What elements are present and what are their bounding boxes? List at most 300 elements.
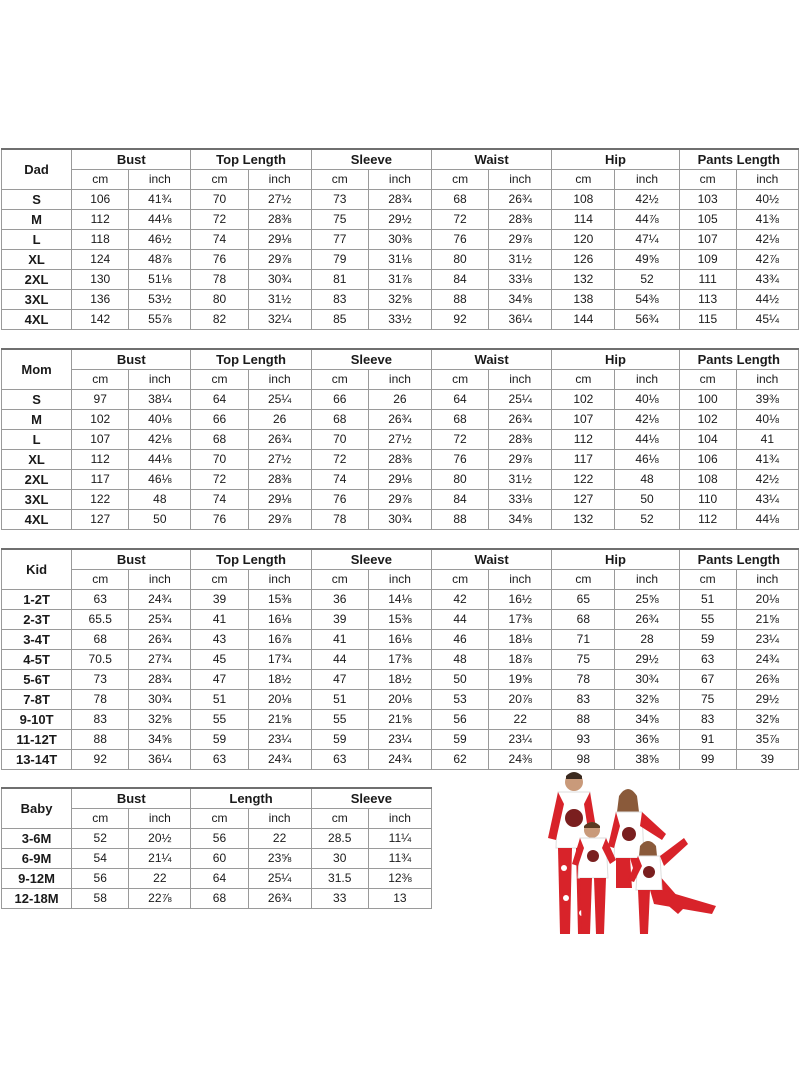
measurement-cell: 126 xyxy=(552,250,615,270)
measurement-cell: 76 xyxy=(432,230,489,250)
measurement-cell: 39 xyxy=(191,590,248,610)
measurement-cell: 75 xyxy=(311,210,368,230)
measurement-cell: 28¾ xyxy=(368,190,431,210)
measurement-cell: 122 xyxy=(552,470,615,490)
measurement-cell: 31⅞ xyxy=(368,270,431,290)
measurement-cell: 23¼ xyxy=(489,730,552,750)
measurement-cell: 76 xyxy=(432,450,489,470)
size-label: 2XL xyxy=(2,470,72,490)
measurement-cell: 55 xyxy=(191,710,248,730)
measurement-cell: 70 xyxy=(311,430,368,450)
size-label: M xyxy=(2,410,72,430)
measurement-cell: 117 xyxy=(552,450,615,470)
measurement-cell: 29⅛ xyxy=(368,470,431,490)
measurement-cell: 66 xyxy=(311,390,368,410)
column-group-header: Sleeve xyxy=(311,149,431,170)
measurement-cell: 111 xyxy=(679,270,736,290)
table-row xyxy=(2,849,432,869)
measurement-cell: 92 xyxy=(432,310,489,330)
measurement-cell: 34⅝ xyxy=(129,730,191,750)
measurement-cell: 44 xyxy=(311,650,368,670)
measurement-cell: 40⅛ xyxy=(615,390,679,410)
table-row xyxy=(2,310,799,330)
kid-size-table xyxy=(1,548,799,770)
measurement-cell: 15⅜ xyxy=(248,590,311,610)
measurement-cell: 36¼ xyxy=(489,310,552,330)
table-row xyxy=(2,450,799,470)
size-label: 3-4T xyxy=(2,630,72,650)
measurement-cell: 93 xyxy=(552,730,615,750)
measurement-cell: 29½ xyxy=(368,210,431,230)
unit-header: inch xyxy=(129,170,191,190)
measurement-cell: 52 xyxy=(615,510,679,530)
size-label: 3XL xyxy=(2,290,72,310)
column-group-header: Hip xyxy=(552,549,679,570)
measurement-cell: 28.5 xyxy=(311,829,368,849)
measurement-cell: 31½ xyxy=(489,470,552,490)
measurement-cell: 44⅛ xyxy=(129,210,191,230)
unit-header: cm xyxy=(679,370,736,390)
mom-size-table xyxy=(1,348,799,530)
measurement-cell: 21⅝ xyxy=(248,710,311,730)
measurement-cell: 18½ xyxy=(368,670,431,690)
measurement-cell: 76 xyxy=(191,250,248,270)
measurement-cell: 98 xyxy=(552,750,615,770)
size-label: 7-8T xyxy=(2,690,72,710)
table-row xyxy=(2,510,799,530)
measurement-cell: 11¾ xyxy=(368,849,431,869)
measurement-cell: 26¾ xyxy=(248,889,311,909)
measurement-cell: 62 xyxy=(432,750,489,770)
measurement-cell: 103 xyxy=(679,190,736,210)
measurement-cell: 34⅝ xyxy=(489,290,552,310)
unit-header: cm xyxy=(72,570,129,590)
measurement-cell: 33⅛ xyxy=(489,270,552,290)
measurement-cell: 20⅞ xyxy=(489,690,552,710)
size-label: 9-12M xyxy=(2,869,72,889)
measurement-cell: 54 xyxy=(72,849,129,869)
unit-header: inch xyxy=(615,170,679,190)
measurement-cell: 75 xyxy=(552,650,615,670)
table-row xyxy=(2,889,432,909)
measurement-cell: 16⅞ xyxy=(248,630,311,650)
measurement-cell: 25¼ xyxy=(248,869,311,889)
measurement-cell: 127 xyxy=(552,490,615,510)
measurement-cell: 30¾ xyxy=(615,670,679,690)
measurement-cell: 51 xyxy=(679,590,736,610)
measurement-cell: 18⅛ xyxy=(489,630,552,650)
size-label: 3-6M xyxy=(2,829,72,849)
unit-header: cm xyxy=(552,370,615,390)
measurement-cell: 20⅛ xyxy=(368,690,431,710)
measurement-cell: 41¾ xyxy=(129,190,191,210)
table-row xyxy=(2,410,799,430)
unit-header: inch xyxy=(736,370,798,390)
measurement-cell: 56 xyxy=(432,710,489,730)
measurement-cell: 68 xyxy=(432,410,489,430)
measurement-cell: 25¾ xyxy=(129,610,191,630)
column-group-header: Top Length xyxy=(191,549,311,570)
measurement-cell: 24¾ xyxy=(129,590,191,610)
measurement-cell: 132 xyxy=(552,270,615,290)
column-group-header: Pants Length xyxy=(679,549,798,570)
measurement-cell: 44⅛ xyxy=(129,450,191,470)
measurement-cell: 70.5 xyxy=(72,650,129,670)
unit-header: inch xyxy=(736,570,798,590)
unit-header: cm xyxy=(311,370,368,390)
size-label: 2XL xyxy=(2,270,72,290)
measurement-cell: 26¾ xyxy=(489,410,552,430)
size-label: 13-14T xyxy=(2,750,72,770)
measurement-cell: 64 xyxy=(191,869,248,889)
measurement-cell: 29⅞ xyxy=(489,450,552,470)
measurement-cell: 48⅞ xyxy=(129,250,191,270)
measurement-cell: 36¼ xyxy=(129,750,191,770)
size-label: S xyxy=(2,190,72,210)
measurement-cell: 26¾ xyxy=(129,630,191,650)
measurement-cell: 72 xyxy=(191,470,248,490)
measurement-cell: 100 xyxy=(679,390,736,410)
measurement-cell: 23⅝ xyxy=(248,849,311,869)
measurement-cell: 60 xyxy=(191,849,248,869)
measurement-cell: 112 xyxy=(72,210,129,230)
measurement-cell: 21⅝ xyxy=(736,610,798,630)
measurement-cell: 65.5 xyxy=(72,610,129,630)
mom-table-label: Mom xyxy=(2,349,72,390)
measurement-cell: 27½ xyxy=(248,450,311,470)
measurement-cell: 107 xyxy=(679,230,736,250)
unit-header: inch xyxy=(368,809,431,829)
measurement-cell: 63 xyxy=(311,750,368,770)
size-label: 4XL xyxy=(2,510,72,530)
unit-header: inch xyxy=(248,370,311,390)
measurement-cell: 70 xyxy=(191,190,248,210)
column-group-header: Sleeve xyxy=(311,788,431,809)
measurement-cell: 40½ xyxy=(736,190,798,210)
measurement-cell: 138 xyxy=(552,290,615,310)
measurement-cell: 112 xyxy=(552,430,615,450)
table-row xyxy=(2,690,799,710)
measurement-cell: 31½ xyxy=(489,250,552,270)
measurement-cell: 108 xyxy=(552,190,615,210)
measurement-cell: 28⅜ xyxy=(248,210,311,230)
size-label: 4-5T xyxy=(2,650,72,670)
column-group-header: Bust xyxy=(72,349,191,370)
size-label: 2-3T xyxy=(2,610,72,630)
unit-header: cm xyxy=(432,570,489,590)
measurement-cell: 42 xyxy=(432,590,489,610)
measurement-cell: 72 xyxy=(191,210,248,230)
measurement-cell: 29⅞ xyxy=(368,490,431,510)
measurement-cell: 72 xyxy=(432,430,489,450)
measurement-cell: 53½ xyxy=(129,290,191,310)
measurement-cell: 20½ xyxy=(129,829,191,849)
measurement-cell: 74 xyxy=(191,490,248,510)
measurement-cell: 39⅜ xyxy=(736,390,798,410)
size-label: 3XL xyxy=(2,490,72,510)
size-label: M xyxy=(2,210,72,230)
measurement-cell: 32⅝ xyxy=(129,710,191,730)
table-row xyxy=(2,470,799,490)
measurement-cell: 45¼ xyxy=(736,310,798,330)
measurement-cell: 47 xyxy=(311,670,368,690)
measurement-cell: 118 xyxy=(72,230,129,250)
measurement-cell: 24¾ xyxy=(368,750,431,770)
measurement-cell: 42⅛ xyxy=(736,230,798,250)
column-group-header: Bust xyxy=(72,149,191,170)
unit-header: inch xyxy=(615,570,679,590)
measurement-cell: 78 xyxy=(191,270,248,290)
measurement-cell: 72 xyxy=(432,210,489,230)
measurement-cell: 65 xyxy=(552,590,615,610)
measurement-cell: 28⅜ xyxy=(248,470,311,490)
measurement-cell: 50 xyxy=(432,670,489,690)
measurement-cell: 21⅝ xyxy=(368,710,431,730)
measurement-cell: 108 xyxy=(679,470,736,490)
measurement-cell: 29⅛ xyxy=(248,490,311,510)
measurement-cell: 46⅛ xyxy=(615,450,679,470)
measurement-cell: 35⅞ xyxy=(736,730,798,750)
measurement-cell: 26¾ xyxy=(615,610,679,630)
measurement-cell: 55 xyxy=(311,710,368,730)
measurement-cell: 31½ xyxy=(248,290,311,310)
measurement-cell: 41 xyxy=(191,610,248,630)
measurement-cell: 84 xyxy=(432,270,489,290)
measurement-cell: 105 xyxy=(679,210,736,230)
unit-header: cm xyxy=(72,809,129,829)
measurement-cell: 68 xyxy=(191,430,248,450)
measurement-cell: 34⅝ xyxy=(615,710,679,730)
measurement-cell: 24¾ xyxy=(248,750,311,770)
measurement-cell: 42⅛ xyxy=(129,430,191,450)
measurement-cell: 17¾ xyxy=(248,650,311,670)
measurement-cell: 102 xyxy=(679,410,736,430)
unit-header: inch xyxy=(489,170,552,190)
unit-header: inch xyxy=(248,570,311,590)
measurement-cell: 63 xyxy=(191,750,248,770)
unit-header: cm xyxy=(552,170,615,190)
measurement-cell: 109 xyxy=(679,250,736,270)
baby-table-label: Baby xyxy=(2,788,72,829)
unit-header: inch xyxy=(248,809,311,829)
size-label: 6-9M xyxy=(2,849,72,869)
measurement-cell: 52 xyxy=(72,829,129,849)
size-label: L xyxy=(2,230,72,250)
measurement-cell: 63 xyxy=(72,590,129,610)
measurement-cell: 68 xyxy=(72,630,129,650)
table-row xyxy=(2,270,799,290)
size-label: 4XL xyxy=(2,310,72,330)
measurement-cell: 55 xyxy=(679,610,736,630)
column-group-header: Bust xyxy=(72,549,191,570)
unit-header: cm xyxy=(311,170,368,190)
measurement-cell: 30¾ xyxy=(129,690,191,710)
unit-header: cm xyxy=(552,570,615,590)
measurement-cell: 13 xyxy=(368,889,431,909)
table-row xyxy=(2,430,799,450)
column-group-header: Waist xyxy=(432,349,552,370)
measurement-cell: 39 xyxy=(736,750,798,770)
measurement-cell: 71 xyxy=(552,630,615,650)
unit-header: cm xyxy=(311,809,368,829)
measurement-cell: 25¼ xyxy=(489,390,552,410)
measurement-cell: 124 xyxy=(72,250,129,270)
measurement-cell: 106 xyxy=(679,450,736,470)
measurement-cell: 27¾ xyxy=(129,650,191,670)
measurement-cell: 56 xyxy=(191,829,248,849)
table-row xyxy=(2,190,799,210)
measurement-cell: 26⅜ xyxy=(736,670,798,690)
measurement-cell: 120 xyxy=(552,230,615,250)
measurement-cell: 88 xyxy=(552,710,615,730)
measurement-cell: 32¼ xyxy=(248,310,311,330)
measurement-cell: 52 xyxy=(615,270,679,290)
measurement-cell: 144 xyxy=(552,310,615,330)
measurement-cell: 47 xyxy=(191,670,248,690)
measurement-cell: 76 xyxy=(191,510,248,530)
table-row xyxy=(2,710,799,730)
measurement-cell: 22⅞ xyxy=(129,889,191,909)
measurement-cell: 48 xyxy=(129,490,191,510)
measurement-cell: 42½ xyxy=(736,470,798,490)
measurement-cell: 16½ xyxy=(489,590,552,610)
measurement-cell: 17⅜ xyxy=(489,610,552,630)
measurement-cell: 31.5 xyxy=(311,869,368,889)
size-label: 1-2T xyxy=(2,590,72,610)
measurement-cell: 73 xyxy=(72,670,129,690)
measurement-cell: 80 xyxy=(432,470,489,490)
size-label: 5-6T xyxy=(2,670,72,690)
kid-table-label: Kid xyxy=(2,549,72,590)
unit-header: inch xyxy=(129,809,191,829)
unit-header: cm xyxy=(432,370,489,390)
measurement-cell: 26 xyxy=(368,390,431,410)
measurement-cell: 74 xyxy=(311,470,368,490)
measurement-cell: 78 xyxy=(552,670,615,690)
measurement-cell: 29⅞ xyxy=(248,510,311,530)
measurement-cell: 44 xyxy=(432,610,489,630)
measurement-cell: 48 xyxy=(615,470,679,490)
unit-header: inch xyxy=(129,570,191,590)
measurement-cell: 26¾ xyxy=(489,190,552,210)
table-row xyxy=(2,610,799,630)
measurement-cell: 83 xyxy=(679,710,736,730)
measurement-cell: 15⅜ xyxy=(368,610,431,630)
measurement-cell: 64 xyxy=(432,390,489,410)
measurement-cell: 30¾ xyxy=(248,270,311,290)
column-group-header: Sleeve xyxy=(311,349,431,370)
column-group-header: Pants Length xyxy=(679,149,798,170)
measurement-cell: 110 xyxy=(679,490,736,510)
measurement-cell: 80 xyxy=(191,290,248,310)
measurement-cell: 33½ xyxy=(368,310,431,330)
measurement-cell: 78 xyxy=(311,510,368,530)
measurement-cell: 64 xyxy=(191,390,248,410)
column-group-header: Hip xyxy=(552,349,679,370)
measurement-cell: 39 xyxy=(311,610,368,630)
measurement-cell: 16⅛ xyxy=(368,630,431,650)
table-row xyxy=(2,750,799,770)
measurement-cell: 117 xyxy=(72,470,129,490)
measurement-cell: 74 xyxy=(191,230,248,250)
measurement-cell: 29⅞ xyxy=(489,230,552,250)
measurement-cell: 114 xyxy=(552,210,615,230)
measurement-cell: 49⅝ xyxy=(615,250,679,270)
dad-size-table xyxy=(1,148,799,330)
measurement-cell: 18½ xyxy=(248,670,311,690)
measurement-cell: 26 xyxy=(248,410,311,430)
column-group-header: Length xyxy=(191,788,311,809)
unit-header: cm xyxy=(191,170,248,190)
measurement-cell: 32⅝ xyxy=(615,690,679,710)
measurement-cell: 11¼ xyxy=(368,829,431,849)
measurement-cell: 29⅞ xyxy=(248,250,311,270)
baby-size-table xyxy=(1,787,432,909)
measurement-cell: 44½ xyxy=(736,290,798,310)
size-label: 9-10T xyxy=(2,710,72,730)
measurement-cell: 22 xyxy=(248,829,311,849)
measurement-cell: 50 xyxy=(129,510,191,530)
measurement-cell: 42⅞ xyxy=(736,250,798,270)
measurement-cell: 27½ xyxy=(248,190,311,210)
measurement-cell: 113 xyxy=(679,290,736,310)
measurement-cell: 51 xyxy=(311,690,368,710)
measurement-cell: 107 xyxy=(72,430,129,450)
table-row xyxy=(2,829,432,849)
measurement-cell: 68 xyxy=(552,610,615,630)
measurement-cell: 28⅜ xyxy=(368,450,431,470)
measurement-cell: 88 xyxy=(432,290,489,310)
measurement-cell: 99 xyxy=(679,750,736,770)
measurement-cell: 97 xyxy=(72,390,129,410)
unit-header: cm xyxy=(72,170,129,190)
measurement-cell: 38¼ xyxy=(129,390,191,410)
column-group-header: Waist xyxy=(432,149,552,170)
measurement-cell: 19⅝ xyxy=(489,670,552,690)
measurement-cell: 41 xyxy=(311,630,368,650)
measurement-cell: 32⅝ xyxy=(368,290,431,310)
measurement-cell: 45 xyxy=(191,650,248,670)
column-group-header: Top Length xyxy=(191,349,311,370)
unit-header: cm xyxy=(679,170,736,190)
size-label: 11-12T xyxy=(2,730,72,750)
unit-header: inch xyxy=(489,370,552,390)
measurement-cell: 44⅛ xyxy=(736,510,798,530)
column-group-header: Waist xyxy=(432,549,552,570)
measurement-cell: 12⅜ xyxy=(368,869,431,889)
measurement-cell: 24¾ xyxy=(736,650,798,670)
column-group-header: Pants Length xyxy=(679,349,798,370)
measurement-cell: 28¾ xyxy=(129,670,191,690)
table-row xyxy=(2,250,799,270)
table-row xyxy=(2,650,799,670)
unit-header: inch xyxy=(368,370,431,390)
girl-figure xyxy=(628,838,716,934)
measurement-cell: 68 xyxy=(191,889,248,909)
measurement-cell: 33 xyxy=(311,889,368,909)
unit-header: inch xyxy=(736,170,798,190)
measurement-cell: 43¾ xyxy=(736,270,798,290)
measurement-cell: 76 xyxy=(311,490,368,510)
measurement-cell: 41 xyxy=(736,430,798,450)
measurement-cell: 29½ xyxy=(736,690,798,710)
measurement-cell: 44⅛ xyxy=(615,430,679,450)
measurement-cell: 106 xyxy=(72,190,129,210)
measurement-cell: 91 xyxy=(679,730,736,750)
unit-header: inch xyxy=(248,170,311,190)
measurement-cell: 56 xyxy=(72,869,129,889)
measurement-cell: 88 xyxy=(72,730,129,750)
